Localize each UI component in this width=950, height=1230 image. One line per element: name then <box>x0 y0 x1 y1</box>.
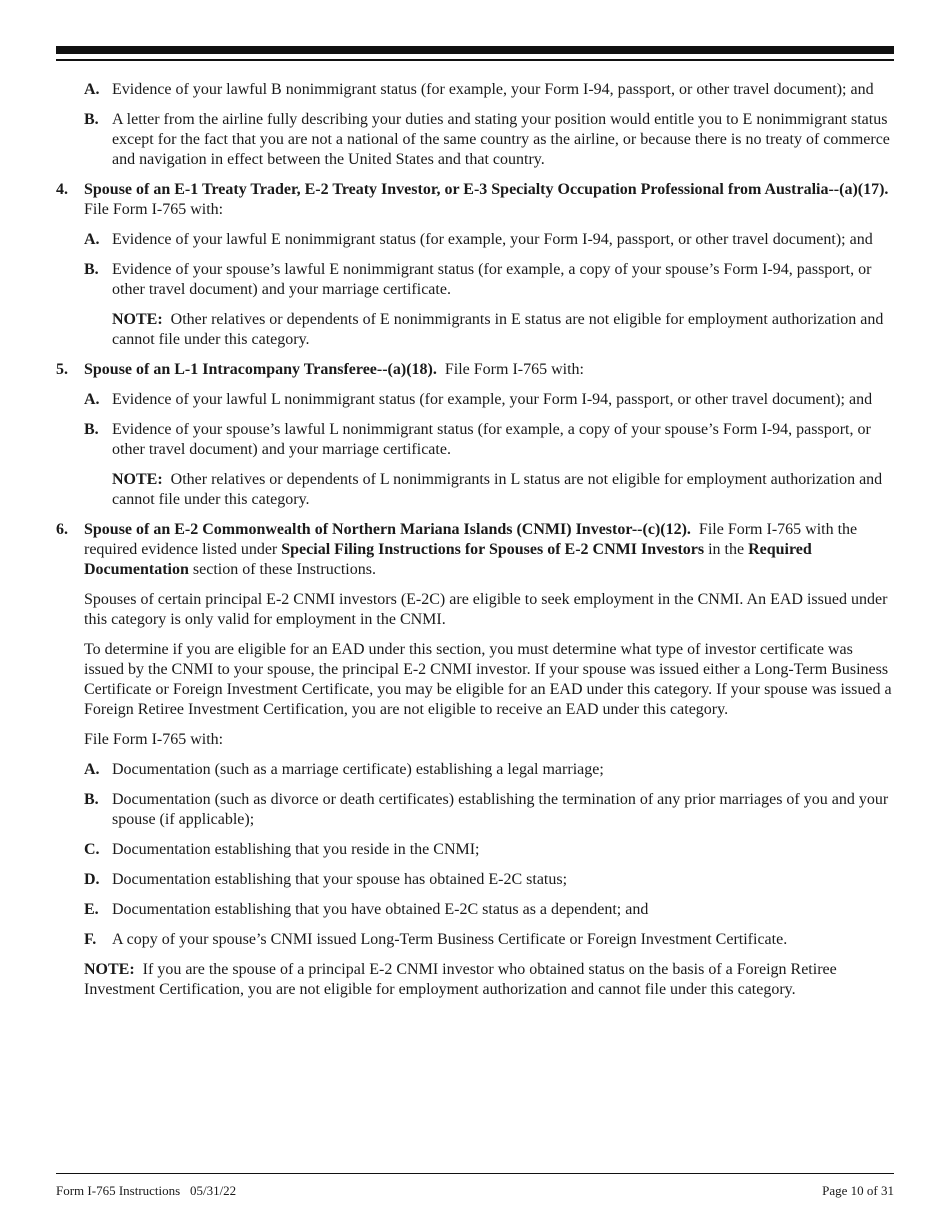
header-rule-thick <box>56 46 894 54</box>
item-label: E. <box>84 901 99 918</box>
item-text: Evidence of your lawful B nonimmigrant status (for example, your Form I-94, passport, or other travel document); and <box>112 81 874 98</box>
item-label: B. <box>84 111 99 128</box>
list-item <box>56 390 896 410</box>
item-label: A. <box>84 391 100 408</box>
item-text: Evidence of your spouse’s lawful E nonimmigrant status (for example, a copy of your spouse’s Form I-94, passport, or other travel document) and your marriage certificate. <box>112 261 872 298</box>
note-label: NOTE: <box>112 311 163 328</box>
item-heading: Spouse of an E-1 Treaty Trader, E-2 Treaty Investor, or E-3 Specialty Occupation Professional from Australia--(a)(17). <box>84 181 889 198</box>
note-text: Other relatives or dependents of E nonimmigrants in E status are not eligible for employment authorization and cannot file under this category. <box>112 311 884 348</box>
item-text: Evidence of your lawful E nonimmigrant status (for example, your Form I-94, passport, or other travel document); and <box>112 231 873 248</box>
item-label: A. <box>84 231 100 248</box>
list-item <box>56 230 896 250</box>
bold-reference: Special Filing Instructions for Spouses of E-2 CNMI Investors <box>281 541 705 558</box>
paragraph <box>56 640 896 720</box>
list-item <box>56 760 896 780</box>
item-number: 6. <box>56 521 68 538</box>
note <box>56 470 896 510</box>
paragraph <box>56 730 896 750</box>
list-item <box>56 420 896 460</box>
item-text: Evidence of your spouse’s lawful L nonimmigrant status (for example, a copy of your spouse’s Form I-94, passport, or other travel document) and your marriage certificate. <box>112 421 871 458</box>
header-rule-thin <box>56 59 894 61</box>
item-label: B. <box>84 261 99 278</box>
paragraph-text: To determine if you are eligible for an EAD under this section, you must determine what type of investor certificate was issued by the CNMI to your spouse, the principal E-2 CNMI investor. If your spouse was issued either a Long-Term Business Certificate or Foreign Investment Certificate, you may be eligible for an EAD under this category. If your spouse was issued a Foreign Retiree Investment Certification, you are not eligible to receive an EAD under this category. <box>84 641 892 718</box>
item-intro: File Form I-765 with: <box>84 201 224 218</box>
note <box>56 310 896 350</box>
note-label: NOTE: <box>112 471 163 488</box>
item-label: B. <box>84 421 99 438</box>
item-label: D. <box>84 871 100 888</box>
paragraph-text: Spouses of certain principal E-2 CNMI investors (E-2C) are eligible to seek employment in the CNMI. An EAD issued under this category is only valid for employment in the CNMI. <box>84 591 888 628</box>
item-text: Documentation establishing that your spouse has obtained E-2C status; <box>112 871 568 888</box>
item-text: A copy of your spouse’s CNMI issued Long-Term Business Certificate or Foreign Investment Certificate. <box>112 931 788 948</box>
item-label: C. <box>84 841 100 858</box>
item-text: A letter from the airline fully describing your duties and stating your position would entitle you to E nonimmigrant status except for the fact that you are not a national of the same country as the airline, or because there is no treaty of commerce and navigation in effect between the United States and that country. <box>112 111 890 168</box>
list-item <box>56 870 896 890</box>
item-intro: File Form I-765 with: <box>444 361 584 378</box>
item-heading: Spouse of an L-1 Intracompany Transferee--(a)(18). <box>84 361 437 378</box>
item-label: A. <box>84 81 100 98</box>
item-text: Documentation establishing that you have obtained E-2C status as a dependent; and <box>112 901 649 918</box>
item-text: Documentation (such as divorce or death certificates) establishing the termination of any prior marriages of you and your spouse (if applicable); <box>112 791 889 828</box>
item-label: A. <box>84 761 100 778</box>
item-heading: Spouse of an E-2 Commonwealth of Northern Mariana Islands (CNMI) Investor--(c)(12). <box>84 521 691 538</box>
list-item <box>56 790 896 830</box>
section-item-4 <box>56 180 896 220</box>
item-text: Evidence of your lawful L nonimmigrant status (for example, your Form I-94, passport, or other travel document); and <box>112 391 873 408</box>
note-label: NOTE: <box>84 961 135 978</box>
list-item <box>56 930 896 950</box>
section-item-6 <box>56 520 896 580</box>
paragraph-text: File Form I-765 with: <box>84 731 224 748</box>
footer-rule <box>56 1173 894 1174</box>
item-number: 5. <box>56 361 68 378</box>
section-item-5 <box>56 360 896 380</box>
item-number: 4. <box>56 181 68 198</box>
item-text: Documentation establishing that you reside in the CNMI; <box>112 841 480 858</box>
item-intro: File Form I-765 with the required evidence listed under <box>84 521 858 558</box>
item-text: Documentation (such as a marriage certificate) establishing a legal marriage; <box>112 761 604 778</box>
item-intro-cont: in the <box>708 541 745 558</box>
note-text: If you are the spouse of a principal E-2 CNMI investor who obtained status on the basis of a Foreign Retiree Investment Certification, you are not eligible for employment authorization and cannot file under this category. <box>84 961 837 998</box>
note <box>56 960 896 1000</box>
list-item <box>56 260 896 300</box>
note-text: Other relatives or dependents of L nonimmigrants in L status are not eligible for employment authorization and cannot file under this category. <box>112 471 883 508</box>
list-item <box>56 80 896 100</box>
footer-page-number: Page 10 of 31 <box>822 1183 894 1198</box>
list-item <box>56 110 896 170</box>
paragraph <box>56 590 896 630</box>
item-intro-end: section of these Instructions. <box>192 561 376 578</box>
page-content <box>56 80 896 1010</box>
list-item <box>56 840 896 860</box>
item-label: F. <box>84 931 97 948</box>
list-item <box>56 900 896 920</box>
footer-form-id: Form I-765 Instructions 05/31/22 <box>56 1183 237 1198</box>
bold-reference: Required Documentation <box>84 541 812 578</box>
item-label: B. <box>84 791 99 808</box>
